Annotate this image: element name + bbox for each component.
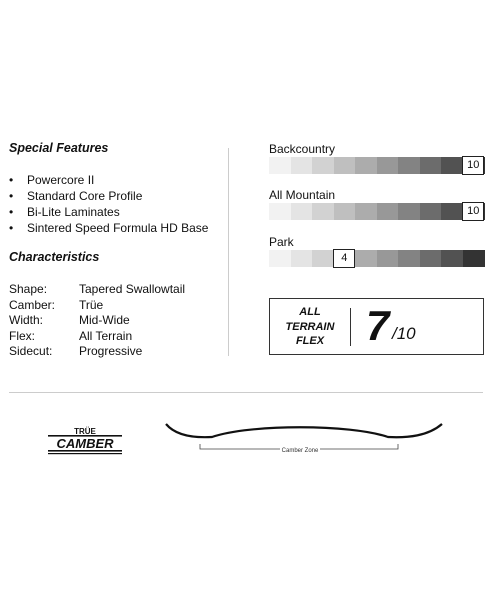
true-camber-logo xyxy=(46,426,124,456)
flex-rating-denominator: /10 xyxy=(392,324,416,343)
scale-segment xyxy=(269,250,291,267)
scale-segment xyxy=(398,157,420,174)
bullet-icon: • xyxy=(9,221,14,235)
characteristic-value: Tapered Swallowtail xyxy=(79,282,186,296)
rating-value-badge: 10 xyxy=(462,156,484,175)
scale-segment xyxy=(334,203,356,220)
scale-segment xyxy=(441,157,463,174)
scale-segment xyxy=(420,250,442,267)
rating-label-all-mountain: All Mountain xyxy=(269,188,336,202)
special-features-list xyxy=(9,172,208,236)
flex-rating-box xyxy=(269,298,484,355)
rating-value-badge: 4 xyxy=(333,249,355,268)
scale-segment xyxy=(377,203,399,220)
characteristic-row xyxy=(9,329,185,345)
characteristic-value: All Terrain xyxy=(79,328,133,343)
scale-segment xyxy=(269,157,291,174)
scale-segment xyxy=(269,203,291,220)
scale-segment xyxy=(355,250,377,267)
characteristic-value: Trüe xyxy=(79,297,104,312)
scale-segment xyxy=(420,203,442,220)
feature-item xyxy=(9,220,208,236)
bullet-icon: • xyxy=(9,173,14,187)
scale-segment xyxy=(291,250,313,267)
feature-item xyxy=(9,172,208,188)
characteristic-row xyxy=(9,282,185,298)
scale-segment xyxy=(291,203,313,220)
logo-line1: TRÜE xyxy=(74,427,96,436)
rating-value-badge: 10 xyxy=(462,202,484,221)
flex-rating-label xyxy=(270,305,350,349)
logo-line2: CAMBER xyxy=(56,436,114,451)
rating-scale-park xyxy=(269,250,484,267)
flex-label-line3: FLEX xyxy=(295,335,325,347)
characteristic-row xyxy=(9,344,185,360)
rating-scale-all-mountain xyxy=(269,203,484,220)
scale-segment xyxy=(377,157,399,174)
vertical-divider xyxy=(228,148,229,356)
characteristics-title: Characteristics xyxy=(9,250,100,264)
feature-item xyxy=(9,188,208,204)
characteristic-label: Sidecut: xyxy=(9,344,53,358)
scale-segment xyxy=(398,203,420,220)
flex-rating-value: 7 xyxy=(366,302,390,349)
characteristic-label: Width: xyxy=(9,313,44,327)
scale-segment xyxy=(463,250,485,267)
camber-profile-diagram xyxy=(160,410,450,462)
flex-separator xyxy=(350,308,351,346)
feature-item-label: Standard Core Profile xyxy=(27,189,143,203)
characteristic-row xyxy=(9,313,185,329)
scale-segment xyxy=(312,157,334,174)
horizontal-divider xyxy=(9,392,483,393)
feature-item-label: Bi-Lite Laminates xyxy=(27,205,120,219)
scale-segment xyxy=(291,157,313,174)
scale-segment xyxy=(334,157,356,174)
feature-item-label: Powercore II xyxy=(27,173,95,187)
scale-segment xyxy=(312,250,334,267)
scale-segment xyxy=(420,157,442,174)
bullet-icon: • xyxy=(9,189,14,203)
characteristic-row xyxy=(9,298,185,314)
scale-segment xyxy=(355,157,377,174)
scale-segment xyxy=(312,203,334,220)
characteristic-label: Shape: xyxy=(9,282,48,296)
characteristic-label: Camber: xyxy=(9,297,56,312)
scale-segment xyxy=(441,250,463,267)
board-profile-line xyxy=(166,424,442,437)
characteristic-label: Flex: xyxy=(9,328,36,343)
rating-label-park: Park xyxy=(269,235,294,249)
flex-label-line2: TERRAIN xyxy=(285,320,335,333)
characteristic-value: Progressive xyxy=(79,344,143,358)
camber-zone-label: Camber Zone xyxy=(281,448,319,454)
feature-item xyxy=(9,204,208,220)
scale-segment xyxy=(355,203,377,220)
characteristics-table xyxy=(9,282,185,360)
feature-item-label: Sintered Speed Formula HD Base xyxy=(27,221,209,235)
scale-segment xyxy=(377,250,399,267)
rating-label-backcountry: Backcountry xyxy=(269,142,336,156)
scale-segment xyxy=(441,203,463,220)
characteristic-value: Mid-Wide xyxy=(79,313,130,327)
special-features-title: Special Features xyxy=(9,141,109,155)
flex-label-line1: ALL xyxy=(299,306,321,318)
bullet-icon: • xyxy=(9,205,14,219)
rating-scale-backcountry xyxy=(269,157,484,174)
scale-segment xyxy=(398,250,420,267)
